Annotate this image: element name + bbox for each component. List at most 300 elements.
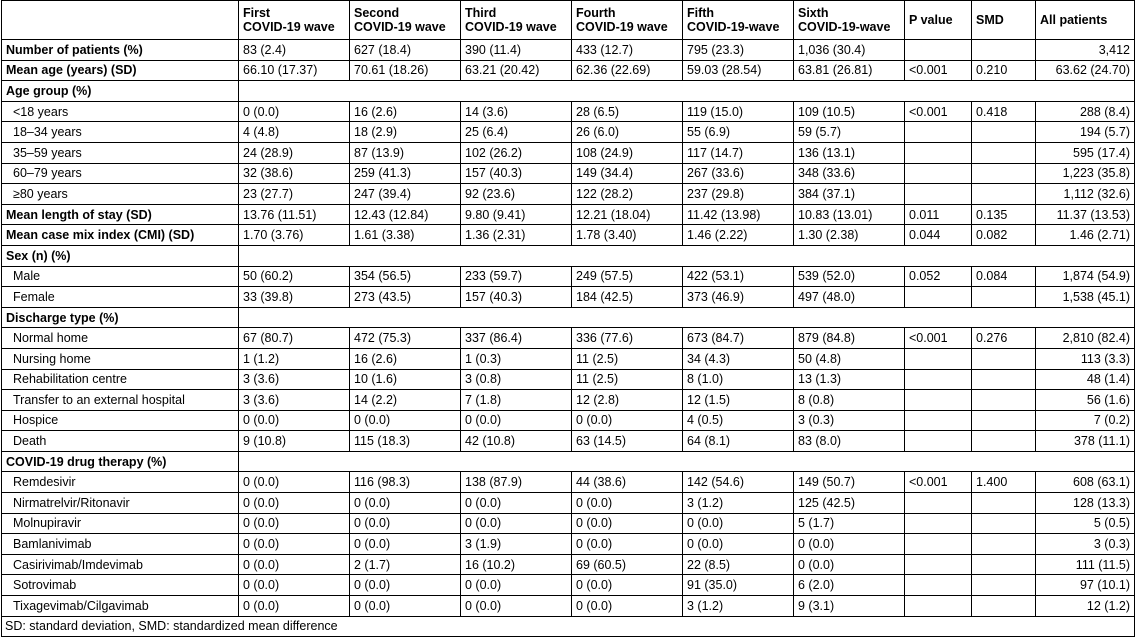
table-cell: 7 (0.2) bbox=[1036, 410, 1135, 431]
header-label: COVID-19 wave bbox=[576, 20, 668, 34]
header-cell bbox=[1036, 1, 1135, 40]
header-cell bbox=[350, 1, 461, 40]
table-cell bbox=[972, 513, 1036, 534]
table-cell: 1,538 (45.1) bbox=[1036, 287, 1135, 308]
table-cell: 1.30 (2.38) bbox=[794, 225, 905, 246]
table-cell: 16 (2.6) bbox=[350, 101, 461, 122]
row-label: Male bbox=[2, 266, 239, 287]
subgroup-row bbox=[2, 163, 1135, 184]
table-cell: 66.10 (17.37) bbox=[239, 60, 350, 81]
table-cell: 64 (8.1) bbox=[683, 431, 794, 452]
table-cell: 5 (1.7) bbox=[794, 513, 905, 534]
table-cell: 879 (84.8) bbox=[794, 328, 905, 349]
header-cell bbox=[905, 1, 972, 40]
table-cell: 472 (75.3) bbox=[350, 328, 461, 349]
section-row bbox=[2, 307, 1135, 328]
table-cell: 63.62 (24.70) bbox=[1036, 60, 1135, 81]
table-cell bbox=[972, 431, 1036, 452]
table-cell: 0.044 bbox=[905, 225, 972, 246]
table-cell: 0 (0.0) bbox=[239, 472, 350, 493]
table-cell: 9.80 (9.41) bbox=[461, 204, 572, 225]
table-cell bbox=[905, 163, 972, 184]
table-cell: 136 (13.1) bbox=[794, 142, 905, 163]
table-cell bbox=[905, 534, 972, 555]
subgroup-row bbox=[2, 431, 1135, 452]
table-cell: 149 (50.7) bbox=[794, 472, 905, 493]
table-cell: 7 (1.8) bbox=[461, 390, 572, 411]
row-label: 60–79 years bbox=[2, 163, 239, 184]
table-cell: 595 (17.4) bbox=[1036, 142, 1135, 163]
table-cell: 390 (11.4) bbox=[461, 40, 572, 61]
table-cell: 0 (0.0) bbox=[239, 596, 350, 617]
subgroup-row bbox=[2, 266, 1135, 287]
subgroup-row bbox=[2, 287, 1135, 308]
table-cell: 0 (0.0) bbox=[239, 534, 350, 555]
patient-characteristics-table bbox=[1, 0, 1135, 637]
table-cell: 83 (2.4) bbox=[239, 40, 350, 61]
table-cell: 34 (4.3) bbox=[683, 348, 794, 369]
table-cell: 3,412 bbox=[1036, 40, 1135, 61]
table-cell: 0 (0.0) bbox=[350, 534, 461, 555]
table-cell: 3 (3.6) bbox=[239, 390, 350, 411]
table-cell: 50 (60.2) bbox=[239, 266, 350, 287]
table-cell: 26 (6.0) bbox=[572, 122, 683, 143]
table-cell: 12 (1.5) bbox=[683, 390, 794, 411]
header-cell bbox=[572, 1, 683, 40]
table-cell: 11.42 (13.98) bbox=[683, 204, 794, 225]
table-cell: 433 (12.7) bbox=[572, 40, 683, 61]
table-cell: 16 (10.2) bbox=[461, 554, 572, 575]
row-label: Mean age (years) (SD) bbox=[2, 60, 239, 81]
table-cell: 627 (18.4) bbox=[350, 40, 461, 61]
table-cell: 2 (1.7) bbox=[350, 554, 461, 575]
section-row bbox=[2, 81, 1135, 102]
table-cell: 50 (4.8) bbox=[794, 348, 905, 369]
header-label: First bbox=[243, 6, 271, 20]
table-cell bbox=[972, 596, 1036, 617]
table-cell: 422 (53.1) bbox=[683, 266, 794, 287]
row-label: Number of patients (%) bbox=[2, 40, 239, 61]
table-cell: 157 (40.3) bbox=[461, 163, 572, 184]
table-cell: 0 (0.0) bbox=[461, 575, 572, 596]
table-cell: 10 (1.6) bbox=[350, 369, 461, 390]
table-cell: 3 (1.2) bbox=[683, 596, 794, 617]
subgroup-row bbox=[2, 142, 1135, 163]
table-cell: 128 (13.3) bbox=[1036, 493, 1135, 514]
table-cell: 267 (33.6) bbox=[683, 163, 794, 184]
table-cell: 1.46 (2.71) bbox=[1036, 225, 1135, 246]
table-cell: 9 (3.1) bbox=[794, 596, 905, 617]
table-cell: 59.03 (28.54) bbox=[683, 60, 794, 81]
table-cell: 28 (6.5) bbox=[572, 101, 683, 122]
row-label: 18–34 years bbox=[2, 122, 239, 143]
table-cell: 108 (24.9) bbox=[572, 142, 683, 163]
header-cell bbox=[2, 1, 239, 40]
header-cell bbox=[239, 1, 350, 40]
row-label: Hospice bbox=[2, 410, 239, 431]
table-cell bbox=[972, 390, 1036, 411]
table-cell: 33 (39.8) bbox=[239, 287, 350, 308]
table-cell: 55 (6.9) bbox=[683, 122, 794, 143]
table-cell: 23 (27.7) bbox=[239, 184, 350, 205]
table-cell: 11 (2.5) bbox=[572, 348, 683, 369]
table-cell: 1,036 (30.4) bbox=[794, 40, 905, 61]
table-cell bbox=[972, 122, 1036, 143]
table-cell: 0 (0.0) bbox=[239, 410, 350, 431]
header-label: Second bbox=[354, 6, 400, 20]
subgroup-row bbox=[2, 328, 1135, 349]
table-cell: 0 (0.0) bbox=[683, 534, 794, 555]
table-cell: 14 (2.2) bbox=[350, 390, 461, 411]
table-cell: 8 (1.0) bbox=[683, 369, 794, 390]
table-row bbox=[2, 60, 1135, 81]
table-cell bbox=[905, 410, 972, 431]
row-label: Nursing home bbox=[2, 348, 239, 369]
header-label: Third bbox=[465, 6, 497, 20]
header-label: P value bbox=[909, 13, 953, 27]
table-cell: 5 (0.5) bbox=[1036, 513, 1135, 534]
table-cell bbox=[972, 142, 1036, 163]
table-cell: 233 (59.7) bbox=[461, 266, 572, 287]
table-cell: 0.052 bbox=[905, 266, 972, 287]
table-cell: 1,112 (32.6) bbox=[1036, 184, 1135, 205]
row-label: Transfer to an external hospital bbox=[2, 390, 239, 411]
table-cell bbox=[905, 184, 972, 205]
table-cell: 0 (0.0) bbox=[572, 513, 683, 534]
table-cell: <0.001 bbox=[905, 328, 972, 349]
table-cell bbox=[972, 184, 1036, 205]
table-cell: 1 (0.3) bbox=[461, 348, 572, 369]
table-cell: 0 (0.0) bbox=[350, 596, 461, 617]
table-cell: 3 (3.6) bbox=[239, 369, 350, 390]
table-cell: 69 (60.5) bbox=[572, 554, 683, 575]
table-cell: 3 (0.3) bbox=[1036, 534, 1135, 555]
table-cell: 539 (52.0) bbox=[794, 266, 905, 287]
header-label: All patients bbox=[1040, 13, 1108, 27]
table-cell: 3 (0.8) bbox=[461, 369, 572, 390]
table-cell: 92 (23.6) bbox=[461, 184, 572, 205]
table-cell: 259 (41.3) bbox=[350, 163, 461, 184]
subgroup-row bbox=[2, 575, 1135, 596]
table-cell: 0.082 bbox=[972, 225, 1036, 246]
table-cell: 0.418 bbox=[972, 101, 1036, 122]
footnote: SD: standard deviation, SMD: standardized mean difference bbox=[2, 616, 1135, 636]
table-cell: 63.81 (26.81) bbox=[794, 60, 905, 81]
table-cell: 673 (84.7) bbox=[683, 328, 794, 349]
subgroup-row bbox=[2, 369, 1135, 390]
table-cell: 0 (0.0) bbox=[350, 575, 461, 596]
table-cell: 12 (1.2) bbox=[1036, 596, 1135, 617]
table-cell bbox=[905, 390, 972, 411]
header-cell bbox=[794, 1, 905, 40]
table-cell: 378 (11.1) bbox=[1036, 431, 1135, 452]
table-cell: 0 (0.0) bbox=[239, 554, 350, 575]
table-cell: 62.36 (22.69) bbox=[572, 60, 683, 81]
table-cell: 0 (0.0) bbox=[461, 493, 572, 514]
subgroup-row bbox=[2, 390, 1135, 411]
table-cell bbox=[972, 348, 1036, 369]
table-cell: 2,810 (82.4) bbox=[1036, 328, 1135, 349]
row-label: ≥80 years bbox=[2, 184, 239, 205]
header-label: Sixth bbox=[798, 6, 829, 20]
table-cell: 288 (8.4) bbox=[1036, 101, 1135, 122]
table-cell: <0.001 bbox=[905, 472, 972, 493]
table-cell: 0 (0.0) bbox=[239, 101, 350, 122]
table-cell bbox=[905, 575, 972, 596]
table-cell bbox=[905, 596, 972, 617]
table-cell: 115 (18.3) bbox=[350, 431, 461, 452]
table-cell: 138 (87.9) bbox=[461, 472, 572, 493]
table-cell: 10.83 (13.01) bbox=[794, 204, 905, 225]
table-cell: 9 (10.8) bbox=[239, 431, 350, 452]
table-cell bbox=[905, 40, 972, 61]
table-cell: 497 (48.0) bbox=[794, 287, 905, 308]
table-cell: 11 (2.5) bbox=[572, 369, 683, 390]
table-cell: 384 (37.1) bbox=[794, 184, 905, 205]
table-cell: 249 (57.5) bbox=[572, 266, 683, 287]
header-label: Fourth bbox=[576, 6, 616, 20]
table-cell bbox=[972, 163, 1036, 184]
table-cell: 13.76 (11.51) bbox=[239, 204, 350, 225]
header-label: COVID-19-wave bbox=[798, 20, 891, 34]
row-label: Remdesivir bbox=[2, 472, 239, 493]
table-cell: 0 (0.0) bbox=[683, 513, 794, 534]
subgroup-row bbox=[2, 184, 1135, 205]
table-cell: 0 (0.0) bbox=[572, 493, 683, 514]
table-cell: 373 (46.9) bbox=[683, 287, 794, 308]
table-cell: 8 (0.8) bbox=[794, 390, 905, 411]
table-cell: 0 (0.0) bbox=[572, 410, 683, 431]
header-cell bbox=[972, 1, 1036, 40]
subgroup-row bbox=[2, 348, 1135, 369]
header-label: COVID-19-wave bbox=[687, 20, 780, 34]
table-cell: 157 (40.3) bbox=[461, 287, 572, 308]
table-row bbox=[2, 40, 1135, 61]
header-label: COVID-19 wave bbox=[465, 20, 557, 34]
table-cell: 247 (39.4) bbox=[350, 184, 461, 205]
table-cell: 0.084 bbox=[972, 266, 1036, 287]
table-cell: 0 (0.0) bbox=[572, 534, 683, 555]
table-cell: 0 (0.0) bbox=[239, 493, 350, 514]
table-cell: 48 (1.4) bbox=[1036, 369, 1135, 390]
table-cell: 22 (8.5) bbox=[683, 554, 794, 575]
table-cell: 113 (3.3) bbox=[1036, 348, 1135, 369]
table-cell bbox=[905, 493, 972, 514]
subgroup-row bbox=[2, 554, 1135, 575]
table-cell: 12.43 (12.84) bbox=[350, 204, 461, 225]
table-cell: 44 (38.6) bbox=[572, 472, 683, 493]
section-spacer bbox=[239, 245, 1135, 266]
subgroup-row bbox=[2, 101, 1135, 122]
table-cell: 122 (28.2) bbox=[572, 184, 683, 205]
row-label: Death bbox=[2, 431, 239, 452]
table-cell: 87 (13.9) bbox=[350, 142, 461, 163]
subgroup-row bbox=[2, 534, 1135, 555]
subgroup-row bbox=[2, 513, 1135, 534]
table-cell: 12.21 (18.04) bbox=[572, 204, 683, 225]
table-cell bbox=[972, 369, 1036, 390]
row-label: Nirmatrelvir/Ritonavir bbox=[2, 493, 239, 514]
table-cell: 25 (6.4) bbox=[461, 122, 572, 143]
table-cell: 354 (56.5) bbox=[350, 266, 461, 287]
table-cell bbox=[905, 513, 972, 534]
table-cell: 1.78 (3.40) bbox=[572, 225, 683, 246]
table-cell: 63 (14.5) bbox=[572, 431, 683, 452]
table-row bbox=[2, 204, 1135, 225]
row-label: Rehabilitation centre bbox=[2, 369, 239, 390]
header-label: Fifth bbox=[687, 6, 715, 20]
table-cell: 237 (29.8) bbox=[683, 184, 794, 205]
table-cell: 0 (0.0) bbox=[239, 575, 350, 596]
row-label: Bamlanivimab bbox=[2, 534, 239, 555]
table-cell: 0 (0.0) bbox=[350, 513, 461, 534]
table-cell: 70.61 (18.26) bbox=[350, 60, 461, 81]
table-cell: 13 (1.3) bbox=[794, 369, 905, 390]
row-label: Sotrovimab bbox=[2, 575, 239, 596]
table-cell: 0.210 bbox=[972, 60, 1036, 81]
table-cell: 1,223 (35.8) bbox=[1036, 163, 1135, 184]
table-cell: 18 (2.9) bbox=[350, 122, 461, 143]
table-cell: 0 (0.0) bbox=[350, 493, 461, 514]
table-cell: 1.70 (3.76) bbox=[239, 225, 350, 246]
table-cell: 0 (0.0) bbox=[794, 534, 905, 555]
table-cell: 1.46 (2.22) bbox=[683, 225, 794, 246]
table-cell: 116 (98.3) bbox=[350, 472, 461, 493]
table-cell: 12 (2.8) bbox=[572, 390, 683, 411]
row-label: Mean case mix index (CMI) (SD) bbox=[2, 225, 239, 246]
table-cell: 0 (0.0) bbox=[572, 575, 683, 596]
table-cell: 14 (3.6) bbox=[461, 101, 572, 122]
row-label: Casirivimab/Imdevimab bbox=[2, 554, 239, 575]
table-cell: 0 (0.0) bbox=[572, 596, 683, 617]
table-cell bbox=[905, 348, 972, 369]
table-cell: 348 (33.6) bbox=[794, 163, 905, 184]
table-cell: 0 (0.0) bbox=[350, 410, 461, 431]
table-cell: 1.400 bbox=[972, 472, 1036, 493]
table-cell: 109 (10.5) bbox=[794, 101, 905, 122]
table-cell: 0.011 bbox=[905, 204, 972, 225]
table-cell: 0 (0.0) bbox=[461, 513, 572, 534]
table-cell: 1.36 (2.31) bbox=[461, 225, 572, 246]
table-cell: <0.001 bbox=[905, 101, 972, 122]
table-cell: 0.135 bbox=[972, 204, 1036, 225]
footnote-row bbox=[2, 616, 1135, 636]
table-cell: 0 (0.0) bbox=[794, 554, 905, 575]
table-cell: 0.276 bbox=[972, 328, 1036, 349]
table-cell: 608 (63.1) bbox=[1036, 472, 1135, 493]
table-cell: 111 (11.5) bbox=[1036, 554, 1135, 575]
table-cell bbox=[905, 287, 972, 308]
table-cell: 1 (1.2) bbox=[239, 348, 350, 369]
table-cell: 125 (42.5) bbox=[794, 493, 905, 514]
table-cell: 3 (1.2) bbox=[683, 493, 794, 514]
subgroup-row bbox=[2, 410, 1135, 431]
subgroup-row bbox=[2, 493, 1135, 514]
header-label: SMD bbox=[976, 13, 1004, 27]
row-label: 35–59 years bbox=[2, 142, 239, 163]
table-cell bbox=[972, 554, 1036, 575]
table-cell: 149 (34.4) bbox=[572, 163, 683, 184]
section-spacer bbox=[239, 451, 1135, 472]
section-spacer bbox=[239, 81, 1135, 102]
table-cell: 194 (5.7) bbox=[1036, 122, 1135, 143]
subgroup-row bbox=[2, 472, 1135, 493]
section-label: Discharge type (%) bbox=[2, 307, 239, 328]
table-cell: 102 (26.2) bbox=[461, 142, 572, 163]
header-row bbox=[2, 1, 1135, 40]
header-cell bbox=[461, 1, 572, 40]
row-label: Mean length of stay (SD) bbox=[2, 204, 239, 225]
table-cell: 117 (14.7) bbox=[683, 142, 794, 163]
section-label: Sex (n) (%) bbox=[2, 245, 239, 266]
row-label: <18 years bbox=[2, 101, 239, 122]
table-cell: 119 (15.0) bbox=[683, 101, 794, 122]
section-row bbox=[2, 245, 1135, 266]
table-cell: 59 (5.7) bbox=[794, 122, 905, 143]
table-cell: 24 (28.9) bbox=[239, 142, 350, 163]
row-label: Female bbox=[2, 287, 239, 308]
table-cell bbox=[972, 575, 1036, 596]
table-cell: 4 (0.5) bbox=[683, 410, 794, 431]
table-cell: 273 (43.5) bbox=[350, 287, 461, 308]
table-cell: 0 (0.0) bbox=[239, 513, 350, 534]
table-cell: 11.37 (13.53) bbox=[1036, 204, 1135, 225]
row-label: Tixagevimab/Cilgavimab bbox=[2, 596, 239, 617]
header-cell bbox=[683, 1, 794, 40]
section-spacer bbox=[239, 307, 1135, 328]
table-row bbox=[2, 225, 1135, 246]
table-cell bbox=[972, 410, 1036, 431]
table-cell: 6 (2.0) bbox=[794, 575, 905, 596]
table-cell: <0.001 bbox=[905, 60, 972, 81]
table-cell bbox=[905, 554, 972, 575]
table-cell: 63.21 (20.42) bbox=[461, 60, 572, 81]
table-cell: 142 (54.6) bbox=[683, 472, 794, 493]
table-cell bbox=[972, 493, 1036, 514]
table-cell: 1.61 (3.38) bbox=[350, 225, 461, 246]
table-cell: 91 (35.0) bbox=[683, 575, 794, 596]
table-cell: 4 (4.8) bbox=[239, 122, 350, 143]
table-cell: 0 (0.0) bbox=[461, 410, 572, 431]
table-cell: 184 (42.5) bbox=[572, 287, 683, 308]
table-cell: 3 (1.9) bbox=[461, 534, 572, 555]
table-cell bbox=[905, 122, 972, 143]
subgroup-row bbox=[2, 596, 1135, 617]
table-cell: 3 (0.3) bbox=[794, 410, 905, 431]
section-label: COVID-19 drug therapy (%) bbox=[2, 451, 239, 472]
table-cell: 1,874 (54.9) bbox=[1036, 266, 1135, 287]
row-label: Molnupiravir bbox=[2, 513, 239, 534]
table-cell bbox=[905, 142, 972, 163]
table-cell: 336 (77.6) bbox=[572, 328, 683, 349]
table-body bbox=[2, 40, 1135, 617]
table-cell bbox=[972, 534, 1036, 555]
table-cell: 97 (10.1) bbox=[1036, 575, 1135, 596]
table-cell: 42 (10.8) bbox=[461, 431, 572, 452]
table-cell bbox=[905, 431, 972, 452]
table-cell: 337 (86.4) bbox=[461, 328, 572, 349]
row-label: Normal home bbox=[2, 328, 239, 349]
header-label: COVID-19 wave bbox=[354, 20, 446, 34]
table-cell: 795 (23.3) bbox=[683, 40, 794, 61]
table-cell: 16 (2.6) bbox=[350, 348, 461, 369]
table-cell: 32 (38.6) bbox=[239, 163, 350, 184]
section-row bbox=[2, 451, 1135, 472]
table-cell bbox=[972, 40, 1036, 61]
table-cell bbox=[905, 369, 972, 390]
subgroup-row bbox=[2, 122, 1135, 143]
table-cell: 0 (0.0) bbox=[461, 596, 572, 617]
